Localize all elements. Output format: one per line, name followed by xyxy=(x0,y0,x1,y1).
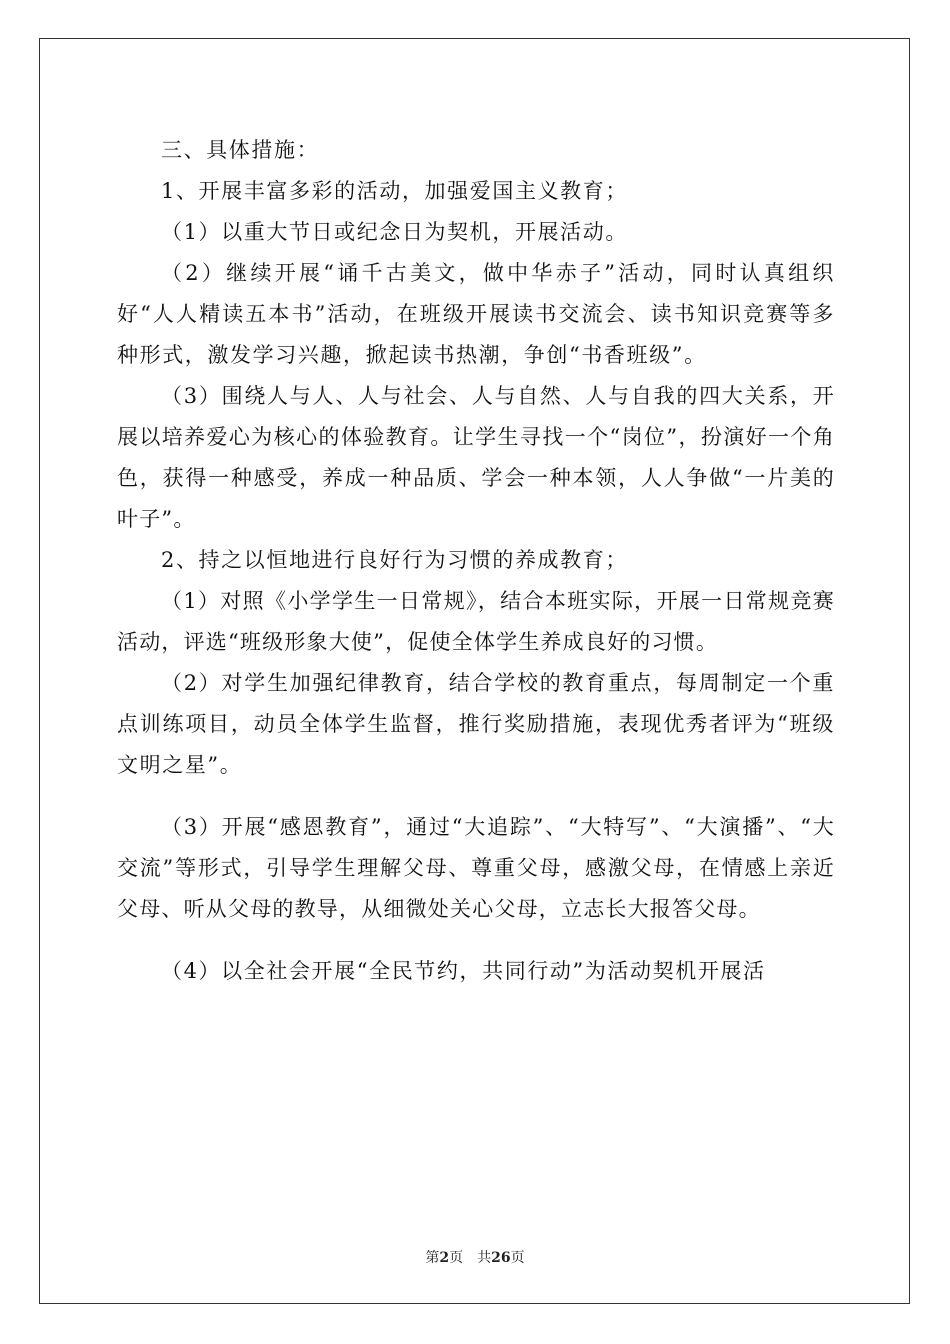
paragraph-item-2-2: （2）对学生加强纪律教育，结合学校的教育重点，每周制定一个重点训练项目，动员全体学生监督，推行奖励措施，表现优秀者评为“班级文明之星”。 xyxy=(117,671,835,777)
footer-suffix: 页 xyxy=(510,1250,525,1266)
paragraph-item-1-2: （2）继续开展“诵千古美文，做中华赤子”活动，同时认真组织好“人人精读五本书”活动，在班级开展读书交流会、读书知识竞赛等多种形式，激发学习兴趣，掀起读书热潮，争创“书香班级”。 xyxy=(117,261,835,367)
footer-prefix: 第 xyxy=(425,1250,440,1266)
document-body xyxy=(117,130,835,992)
paragraph-spacer xyxy=(117,930,835,951)
paragraph-item-1: 1、开展丰富多彩的活动，加强爱国主义教育； xyxy=(161,179,628,203)
footer-current-page: 2 xyxy=(439,1250,450,1266)
footer-total-pages: 26 xyxy=(491,1250,511,1266)
paragraph-item-1-3: （3）围绕人与人、人与社会、人与自然、人与自我的四大关系，开展以培养爱心为核心的体验教育。让学生寻找一个“岗位”，扮演好一个角色，获得一种感受，养成一种品质、学会一种本领，人人争做“一片美的叶子”。 xyxy=(117,384,835,531)
paragraph-spacer xyxy=(117,786,835,807)
paragraph-item-2-1: （1）对照《小学学生一日常规》，结合本班实际，开展一日常规竞赛活动，评选“班级形象大使”，促使全体学生养成良好的习惯。 xyxy=(117,589,835,654)
footer-middle: 页 共 xyxy=(449,1250,492,1266)
paragraph-item-1-1: （1）以重大节日或纪念日为契机，开展活动。 xyxy=(161,220,628,244)
paragraph-section-heading: 三、具体措施： xyxy=(161,138,320,162)
page-footer xyxy=(0,1247,950,1267)
paragraph-item-2-3: （3）开展“感恩教育”，通过“大追踪”、“大特写”、“大演播”、“大交流”等形式，引导学生理解父母、尊重父母，感激父母，在情感上亲近父母、听从父母的教导，从细微处关心父母，立志长大报答父母。 xyxy=(117,815,835,921)
paragraph-item-2: 2、持之以恒地进行良好行为习惯的养成教育； xyxy=(161,548,628,572)
paragraph-item-2-4: （4）以全社会开展“全民节约，共同行动”为活动契机开展活 xyxy=(161,959,766,983)
